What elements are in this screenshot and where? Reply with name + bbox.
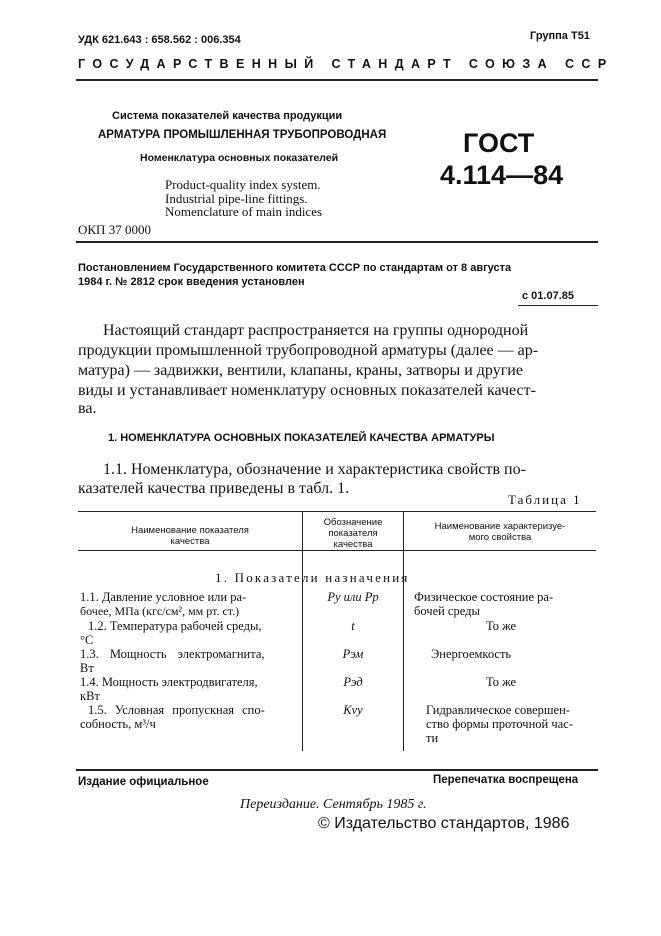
group-heading: 1. Показатели назначения [215, 570, 410, 585]
row-1-3-name-line-1: 1.3. Мощность электромагнита, [80, 647, 265, 661]
subtitle: Номенклатура основных показателей [140, 152, 339, 164]
row-1-3-property: Энергоемкость [431, 647, 512, 661]
intro-line-3: матура) — задвижки, вентили, клапаны, краны, затворы и другие [78, 362, 523, 379]
row-1-1-property-line-1: Физическое состояние ра- [414, 590, 554, 604]
reprint-prohibited: Перепечатка воспрещена [433, 774, 579, 786]
row-1-1-name-line-2: бочее, МПа (кгс/см², мм рт. ст.) [80, 604, 240, 618]
row-1-1-symbol: Pу или Pр [327, 590, 379, 604]
intro-line-2: продукции промышленной трубопроводной арматуры (далее — ар- [78, 342, 539, 359]
banner-rule [76, 79, 598, 81]
col3-header-line-2: мого свойства [468, 532, 532, 543]
row-1-5-name-line-1: 1.5. Условная пропускная спо- [88, 703, 265, 717]
row-1-5-name-line-2: собность, м³/ч [80, 717, 156, 731]
row-1-3-symbol: Pэм [342, 647, 364, 661]
row-1-2-property: То же [486, 619, 517, 633]
row-1-5-symbol: Kvу [343, 703, 363, 717]
row-1-1-name-line-1: 1.1. Давление условное или ра- [80, 590, 247, 604]
col1-header-line-2: качества [170, 536, 210, 547]
col3-header-line-1: Наименование характеризуе- [434, 521, 566, 532]
row-1-4-symbol: Pэд [343, 675, 363, 689]
official-edition: Издание официальное [78, 776, 209, 788]
udk-code: УДК 621.643 : 658.562 : 006.354 [78, 34, 241, 46]
row-1-2-symbol: t [351, 619, 355, 633]
decree-line-1: Постановлением Государственного комитета СССР по стандартам от 8 августа [78, 262, 512, 274]
product-title: АРМАТУРА ПРОМЫШЛЕННАЯ ТРУБОПРОВОДНАЯ [98, 129, 387, 141]
footer-rule [76, 769, 598, 771]
col2-header-line-1: Обозначение [323, 517, 383, 528]
english-title-line-2: Industrial pipe-line fittings. [165, 191, 308, 206]
gost-label: ГОСТ [463, 128, 535, 158]
col2-header-line-2: показателя [328, 528, 378, 539]
row-1-1-property-line-2: бочей среды [414, 604, 480, 618]
row-1-3-name-line-2: Вт [80, 661, 94, 675]
english-title-line-3: Nomenclature of main indices [165, 204, 323, 219]
english-title-line-1: Product-quality index system. [165, 177, 321, 192]
gost-number: 4.114—84 [440, 160, 564, 190]
row-1-5-property-line-3: ти [426, 731, 439, 745]
row-1-5-property-line-2: ство формы проточной час- [426, 717, 573, 731]
row-1-4-property: То же [486, 675, 517, 689]
group-code: Группа Т51 [530, 30, 590, 42]
decree-line-2: 1984 г. № 2812 срок введения установлен [78, 276, 305, 288]
effective-date: с 01.07.85 [522, 290, 574, 302]
copyright: © Издательство стандартов, 1986 [318, 815, 570, 832]
system-title: Система показателей качества продукции [112, 110, 343, 122]
row-1-2-name-line-1: 1.2. Температура рабочей среды, [88, 619, 262, 633]
row-1-4-name-line-2: кВт [80, 689, 100, 703]
row-1-5-property-line-1: Гидравлическое совершен- [426, 703, 570, 717]
date-underline [518, 305, 598, 306]
standard-banner: ГОСУДАРСТВЕННЫЙ СТАНДАРТ СОЮЗА ССР [78, 57, 614, 71]
table-top-rule [78, 511, 596, 512]
table-header-rule [78, 550, 596, 551]
intro-line-1: Настоящий стандарт распространяется на группы однородной [103, 322, 529, 339]
okp-code: ОКП 37 0000 [78, 222, 151, 237]
col1-header-line-1: Наименование показателя [131, 525, 249, 536]
row-1-2-name-line-2: °С [80, 633, 94, 647]
section-heading: 1. НОМЕНКЛАТУРА ОСНОВНЫХ ПОКАЗАТЕЛЕЙ КАЧЕСТВА АРМАТУРЫ [108, 432, 495, 444]
row-1-4-name-line-1: 1.4. Мощность электродвигателя, [80, 675, 258, 689]
table-caption: Таблица 1 [508, 492, 582, 507]
reissue-note: Переиздание. Сентябрь 1985 г. [240, 797, 427, 812]
intro-line-4: виды и устанавливает номенклатуру основных показателей качест- [78, 382, 536, 399]
section-para-line-1: 1.1. Номенклатура, обозначение и характеристика свойств по- [103, 461, 526, 478]
section-para-line-2: казателей качества приведены в табл. 1. [78, 480, 350, 497]
col2-header-line-3: качества [333, 539, 373, 550]
intro-line-5: ва. [78, 400, 97, 417]
title-rule [76, 241, 598, 243]
table-col-divider-2 [403, 511, 404, 751]
